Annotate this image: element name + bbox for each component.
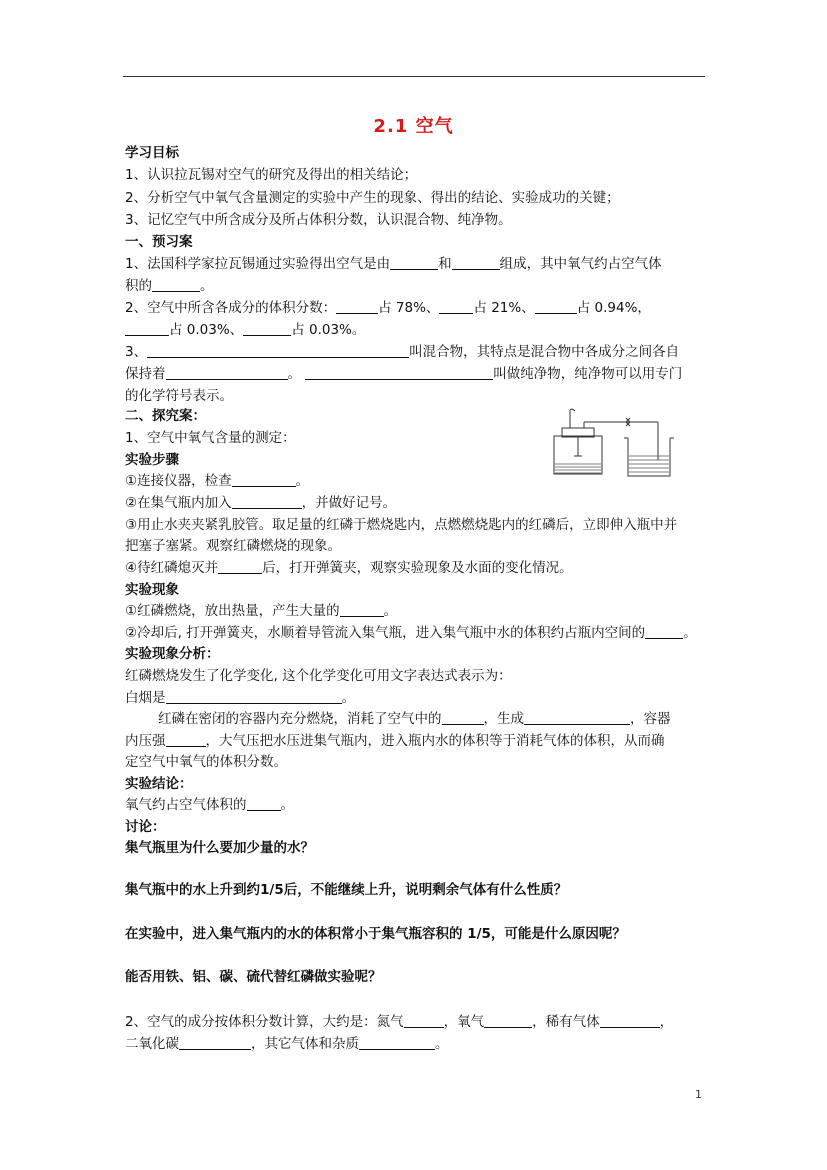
- blank[interactable]: [147, 343, 409, 358]
- goal-3: 3、记忆空气中所含成分及所占体积分数，认识混合物、纯净物。: [125, 212, 512, 228]
- conclusion-heading: 实验结论：: [125, 776, 193, 792]
- blank[interactable]: [305, 365, 493, 380]
- blank[interactable]: [645, 624, 683, 639]
- blank[interactable]: [442, 710, 484, 725]
- goals-heading: 学习目标: [125, 145, 179, 161]
- composition-q2b: 二氧化碳 ，其它气体和杂质 。: [125, 1036, 449, 1052]
- analysis-1: 红磷燃烧发生了化学变化, 这个化学变化可用文字表达式表示为：: [125, 668, 512, 684]
- blank[interactable]: [247, 796, 281, 811]
- blank[interactable]: [152, 277, 200, 292]
- blank[interactable]: [336, 299, 378, 314]
- discussion-1: 集气瓶里为什么要加少量的水？: [125, 840, 314, 856]
- blank[interactable]: [232, 494, 302, 509]
- preview-q1b: 积的 。: [125, 278, 214, 294]
- discussion-4: 能否用铁、铝、碳、硫代替红磷做实验呢？: [125, 969, 382, 985]
- steps-heading: 实验步骤: [125, 452, 179, 468]
- blank[interactable]: [390, 255, 438, 270]
- composition-q2a: 2、空气的成分按体积分数计算，大约是：氮气 ，氧气 ，稀有气体 ，: [125, 1014, 674, 1030]
- blank[interactable]: [340, 602, 384, 617]
- preview-q3: 3、 叫混合物，其特点是混合物中各成分之间各自: [125, 344, 680, 360]
- analysis-3: 红磷在密闭的容器内充分燃烧，消耗了空气中的 ，生成 ，容器: [158, 711, 671, 727]
- blank[interactable]: [218, 559, 262, 574]
- phenomenon-1: ①红磷燃烧，放出热量，产生大量的 。: [125, 603, 398, 619]
- blank[interactable]: [166, 689, 342, 704]
- blank[interactable]: [452, 255, 500, 270]
- analysis-4: 内压强 ，大气压把水压进集气瓶内，进入瓶内水的体积等于消耗气体的体积，从而确: [125, 733, 665, 749]
- page-title: 2.1 空气: [373, 116, 454, 137]
- blank[interactable]: [524, 710, 630, 725]
- step-2: ②在集气瓶内加入 ，并做好记号。: [125, 495, 397, 511]
- step-3b: 把塞子塞紧。观察红磷燃烧的现象。: [125, 538, 341, 554]
- goal-1: 1、认识拉瓦锡对空气的研究及得出的相关结论；: [125, 167, 418, 183]
- step-4: ④待红磷熄灭并 后，打开弹簧夹，观察实验现象及水面的变化情况。: [125, 560, 573, 576]
- step-1: ①连接仪器，检查 。: [125, 473, 310, 489]
- blank[interactable]: [600, 1013, 660, 1028]
- header-rule: [123, 76, 705, 77]
- goal-2: 2、分析空气中氧气含量测定的实验中产生的现象、得出的结论、实验成功的关键；: [125, 190, 620, 206]
- page-number: 1: [695, 1088, 702, 1101]
- blank[interactable]: [243, 321, 291, 336]
- discussion-2: 集气瓶中的水上升到约1/5后，不能继续上升，说明剩余气体有什么性质？: [125, 882, 568, 898]
- blank[interactable]: [484, 1013, 532, 1028]
- apparatus-diagram: [548, 408, 678, 480]
- blank[interactable]: [125, 321, 169, 336]
- blank[interactable]: [404, 1013, 444, 1028]
- phenomenon-2: ②冷却后, 打开弹簧夹，水顺着导管流入集气瓶，进入集气瓶中水的体积约占瓶内空间的 。: [125, 625, 697, 641]
- discussion-3: 在实验中，进入集气瓶内的水的体积常小于集气瓶容积的 1/5，可能是什么原因呢？: [125, 926, 626, 942]
- preview-q3c: 的化学符号表示。: [125, 388, 233, 404]
- preview-q3b: 保持着 。 叫做纯净物，纯净物可以用专门: [125, 366, 683, 382]
- blank[interactable]: [166, 732, 206, 747]
- analysis-heading: 实验现象分析：: [125, 646, 220, 662]
- analysis-5: 定空气中氧气的体积分数。: [125, 754, 287, 770]
- phenomena-heading: 实验现象: [125, 582, 179, 598]
- conclusion-1: 氧气约占空气体积的 。: [125, 797, 294, 813]
- blank[interactable]: [232, 472, 296, 487]
- explore-sub1: 1、空气中氧气含量的测定：: [125, 430, 296, 446]
- preview-heading: 一、预习案: [125, 234, 193, 250]
- blank[interactable]: [359, 1035, 435, 1050]
- blank[interactable]: [535, 299, 577, 314]
- analysis-2: 白烟是 。: [125, 690, 355, 706]
- preview-q1: 1、法国科学家拉瓦锡通过实验得出空气是由 和 组成，其中氧气约占空气体: [125, 256, 662, 272]
- blank[interactable]: [439, 299, 473, 314]
- preview-q2: 2、空气中所含各成分的体积分数： 占 78%、 占 21%、 占 0.94%，: [125, 300, 651, 316]
- step-3a: ③用止水夹夹紧乳胶管。取足量的红磷于燃烧匙内，点燃燃烧匙内的红磷后，立即伸入瓶中并: [125, 517, 678, 533]
- preview-q2b: 占 0.03%、 占 0.03%。: [125, 320, 365, 340]
- explore-heading: 二、探究案：: [125, 408, 206, 424]
- blank[interactable]: [179, 1035, 251, 1050]
- blank[interactable]: [166, 365, 288, 380]
- discussion-heading: 讨论：: [125, 819, 166, 835]
